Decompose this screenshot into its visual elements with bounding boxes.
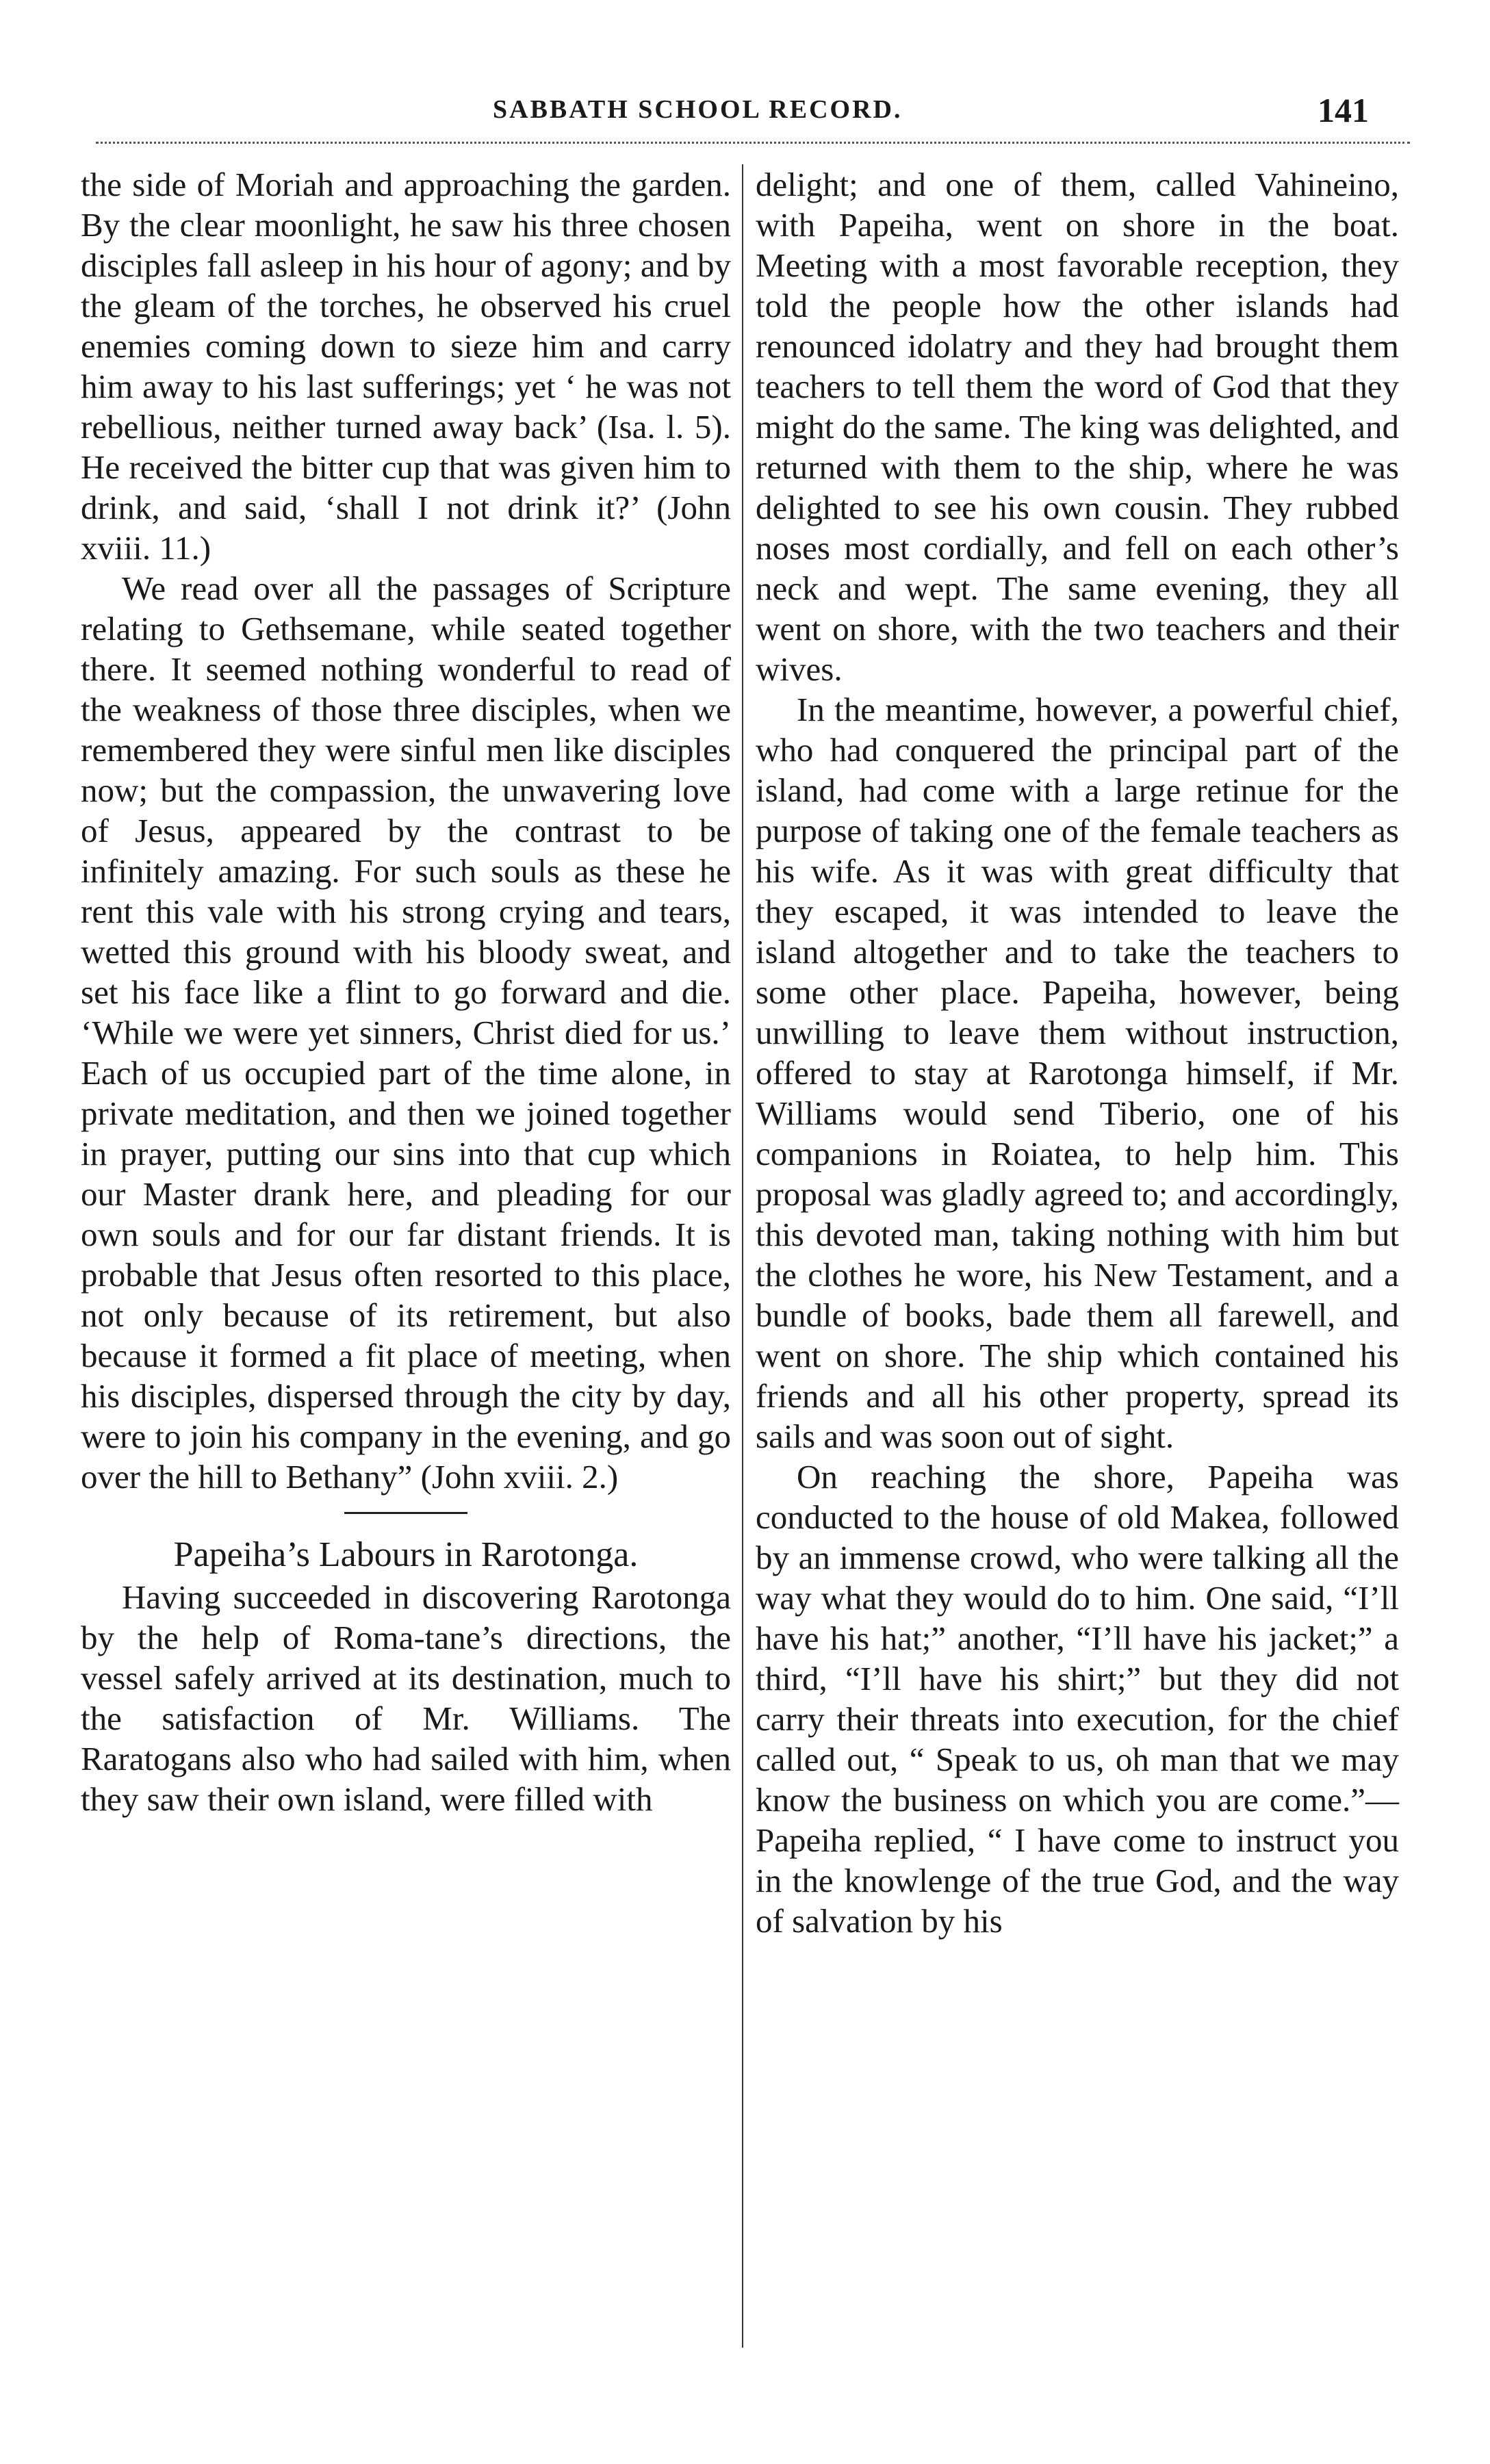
running-title: SABBATH SCHOOL RECORD. bbox=[493, 95, 903, 124]
left-paragraph-2: We read over all the passages of Scripture relating to Gethsemane, while seated together there. It seemed nothing wonderful to read of the weakness of those three disciples, when we remembered they were sinful men like disciples now; but the compassion, the unwavering love of Jesus, appeared by the contrast to be infinitely amazing. For such souls as these he rent this vale with his strong crying and tears, wetted this ground with his bloody sweat, and set his face like a flint to go forward and die. ‘While we were yet sinners, Christ died for us.’ Each of us occupied part of the time alone, in private meditation, and then we joined together in prayer, putting our sins into that cup which our Master drank here, and pleading for our own souls and for our far distant friends. It is probable that Jesus often resorted to this place, not only because of its retirement, but also because it formed a fit place of meeting, when his disciples, dispersed through the city by day, were to join his company in the evening, and go over the hill to Bethany” (John xviii. 2.) bbox=[81, 569, 731, 1496]
right-paragraph-2: In the meantime, however, a powerful chief, who had conquered the principal part of the island, had come with a large retinue for the purpose of taking one of the female teachers as his wife. As it was with great difficulty that they escaped, it was intended to leave the island altogether and to take the teachers to some other place. Papeiha, however, being unwilling to leave them without instruction, offered to stay at Rarotonga himself, if Mr. Williams would send Tiberio, one of his companions in Roiatea, to help him. This proposal was gladly agreed to; and accordingly, this devoted man, taking nothing with him but the clothes he wore, his New Testament, and a bundle of books, bade them all farewell, and went on shore. The ship which contained his friends and all his other property, spread its sails and was soon out of sight. bbox=[756, 691, 1399, 1455]
page-header bbox=[0, 90, 1490, 138]
left-paragraph-1: the side of Moriah and approaching the garden. By the clear moonlight, he saw his three chosen disciples fall asleep in his hour of agony; and by the gleam of the torches, he observed his cruel enemies coming down to sieze him and carry him away to his last sufferings; yet ‘ he was not rebellious, neither turned away back’ (Isa. l. 5). He received the bitter cup that was given him to drink, and said, ‘shall I not drink it?’ (John xviii. 11.) bbox=[81, 166, 731, 567]
left-paragraph-3: Having succeeded in discovering Rarotonga by the help of Roma-tane’s directions, the vessel safely arrived at its destination, much to the satisfaction of Mr. Williams. The Raratogans also who had sailed with him, when they saw their own island, were filled with bbox=[81, 1578, 731, 1818]
section-heading: Papeiha’s Labours in Rarotonga. bbox=[173, 1535, 639, 1574]
right-paragraph-3: On reaching the shore, Papeiha was conducted to the house of old Makea, followed by an immense crowd, who were talking all the way what they would do to him. One said, “I’ll have his hat;” another, “I’ll have his jacket;” a third, “I’ll have his shirt;” but they did not carry their threats into execution, for the chief called out, “ Speak to us, oh man that we may know the business on which you are come.”— Papeiha replied, “ I have come to instruct you in the knowlenge of the true God, and the way of salvation by his bbox=[756, 1458, 1399, 1940]
left-column bbox=[81, 164, 731, 1819]
section-divider-rule bbox=[344, 1512, 467, 1514]
right-column bbox=[756, 164, 1399, 1941]
column-divider bbox=[742, 164, 743, 2348]
page-number: 141 bbox=[1318, 91, 1369, 129]
header-rule bbox=[96, 142, 1410, 144]
right-paragraph-1: delight; and one of them, called Vahineino, with Papeiha, went on shore in the boat. Meeting with a most favorable reception, they told the people how the other islands had renounced idolatry and they had brought them teachers to tell them the word of God that they might do the same. The king was delighted, and returned with them to the ship, where he was delighted to see his own cousin. They rubbed noses most cordially, and fell on each other’s neck and wept. The same evening, they all went on shore, with the two teachers and their wives. bbox=[756, 166, 1399, 688]
